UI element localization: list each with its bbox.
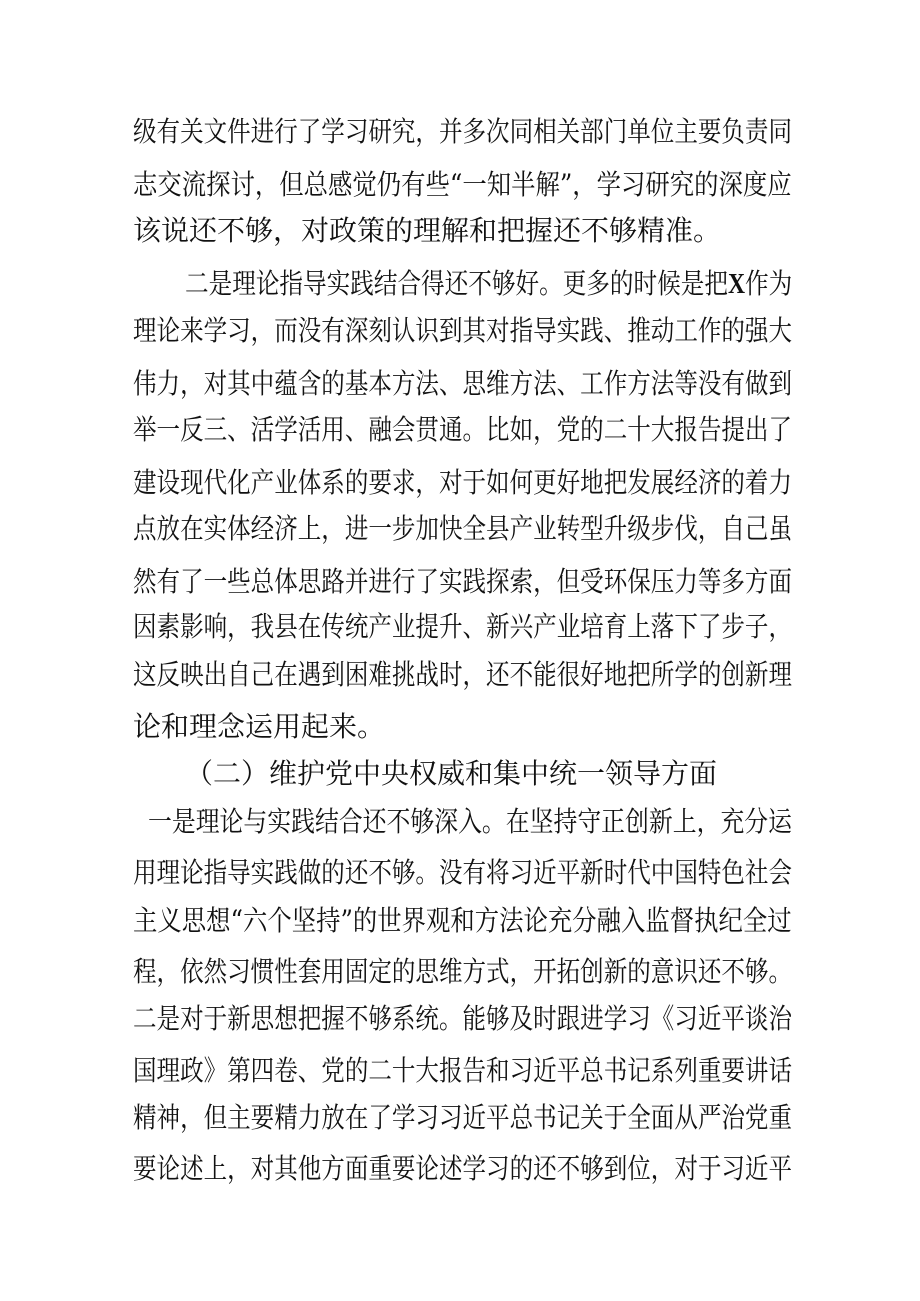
section-heading: （二）维护党中央权威和集中统一领导方面	[185, 757, 718, 790]
text-line-18: 二是对于新思想把握不够系统。能够及时跟进学习《习近平谈治	[133, 1002, 793, 1035]
text-line-9: 点放在实体经济上，进一步加快全县产业转型升级步伐，自己虽	[133, 512, 793, 545]
text-line-6: 伟力，对其中蕴含的基本方法、思维方法、工作方法等没有做到	[133, 367, 793, 400]
bold-x: X	[727, 269, 745, 300]
text-line-21: 要论述上，对其他方面重要论述学习的还不够到位，对于习近平	[133, 1152, 793, 1185]
text-line-17: 程，依然习惯性套用固定的思维方式，开拓创新的意识还不够。	[133, 955, 793, 988]
text-line-20: 精神，但主要精力放在了学习习近平总书记关于全面从严治党重	[133, 1101, 793, 1134]
text-line-7: 举一反三、活学活用、融会贯通。比如，党的二十大报告提出了	[133, 413, 793, 446]
text-line-5: 理论来学习，而没有深刻认识到其对指导实践、推动工作的强大	[133, 314, 793, 347]
text-line-15: 用理论指导实践做的还不够。没有将习近平新时代中国特色社会	[133, 856, 793, 889]
text-line-14: 一是理论与实践结合还不够深入。在坚持守正创新上，充分运	[148, 805, 793, 838]
text-line-3: 该说还不够，对政策的理解和把握还不够精准。	[133, 214, 722, 247]
text-line-4-main: 二是理论指导实践结合得还不够好。更多的时候是把	[185, 267, 728, 300]
text-line-16: 主义思想“六个坚持”的世界观和方法论充分融入监督执纪全过	[133, 904, 792, 937]
text-line-19: 国理政》第四卷、党的二十大报告和习近平总书记系列重要讲话	[133, 1054, 793, 1087]
text-line-2: 志交流探讨，但总感觉仍有些“一知半解”，学习研究的深度应	[133, 168, 792, 201]
text-line-8: 建设现代化产业体系的要求，对于如何更好地把发展经济的着力	[133, 466, 793, 499]
text-line-1: 级有关文件进行了学习研究，并多次同相关部门单位主要负责同	[133, 115, 793, 148]
text-line-13: 论和理念运用起来。	[133, 710, 386, 743]
text-line-12: 这反映出自己在遇到困难挑战时，还不能很好地把所学的创新理	[133, 658, 793, 691]
text-line-4	[185, 264, 792, 304]
text-line-10: 然有了一些总体思路并进行了实践探索，但受环保压力等多方面	[133, 565, 793, 598]
text-line-11: 因素影响，我县在传统产业提升、新兴产业培育上落下了步子，	[133, 610, 793, 643]
text-line-4-end: 作为	[744, 267, 793, 300]
